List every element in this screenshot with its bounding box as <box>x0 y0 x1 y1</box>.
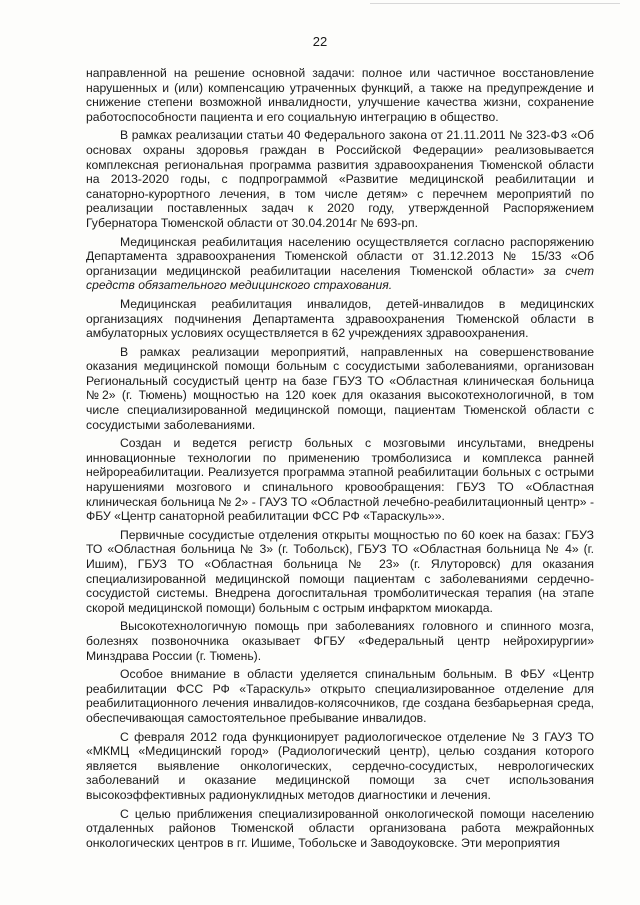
paragraph-medical-rehabilitation-order: Медицинская реабилитация населению осуществляется согласно распоряжению Департамента здравоохранения Тюменской области от 31.12.2013 № 15/33 «Об организации медицинской реабилитации населения Тюменской области» за счет средств обязательного медицинского страхования. <box>86 234 595 293</box>
document-body <box>86 66 594 850</box>
paragraph-stroke-register: Создан и ведется регистр больных с мозговыми инсультами, внедрены инновационные технологии по применению тромболизиса и комплекса ранней нейрореабилитации. Реализуется программа этапной реабилитации больных с острыми нарушениями мозгового и спинального кровообращения: ГБУЗ ТО «Областная клиническая больница № 2» - ГАУЗ ТО «Областной лечебно-реабилитационный центр» - ФБУ «Центр санаторной реабилитации ФСС РФ «Тараскуль»». <box>86 436 594 524</box>
paragraph-italic-funding: за счет средств обязательного медицинского страхования. <box>86 263 595 293</box>
paragraph-radiology-department: С февраля 2012 года функционирует радиологическое отделение № 3 ГАУЗ ТО «МКМЦ «Медицинский город» (Радиологический центр), целью создания которого является выявление онкологических, сердечно-сосудистых, неврологических заболеваний и оказание медицинской помощи за счет использования высокоэффективных радионуклидных методов диагностики и лечения. <box>86 729 594 802</box>
paragraph-neurosurgery: Высокотехнологичную помощь при заболеваниях головного и спинного мозга, болезнях позвоночника оказывает ФГБУ «Федеральный центр нейрохирургии» Минздрава России (г. Тюмень). <box>86 619 594 663</box>
paragraph-federal-law: В рамках реализации статьи 40 Федерального закона от 21.11.2011 № 323-ФЗ «Об основах охраны здоровья граждан в Российской Федерации» реализовывается комплексная региональная программа развития здравоохранения Тюменской области на 2013-2020 годы, с подпрограммой «Развитие медицинской реабилитации и санаторно-курортного лечения, в том числе детям» с перечнем мероприятий по реализации поставленных задач к 2020 году, утвержденной Распоряжением Губернатора Тюменской области от 30.04.2014г № 693-рп. <box>86 128 594 230</box>
paragraph-primary-vascular-units: Первичные сосудистые отделения открыты мощностью по 60 коек на базах: ГБУЗ ТО «Областная больница № 3» (г. Тобольск), ГБУЗ ТО «Областная больница № 4» (г. Ишим), ГБУЗ ТО «Областная больница № 23» (г. Ялуторовск) для оказания специализированной медицинской помощи пациентам с заболеваниями сердечно-сосудистой системы. Внедрена догоспитальная тромболитическая терапия (на этапе скорой медицинской помощи) больным с острым инфарктом миокарда. <box>86 527 594 615</box>
page-number: 22 <box>312 34 328 49</box>
paragraph-disabled-rehabilitation: Медицинская реабилитация инвалидов, детей-инвалидов в медицинских организациях подчинения Департамента здравоохранения Тюменской области в амбулаторных условиях осуществляется в 62 учреждениях здравоохранения. <box>86 296 594 341</box>
paragraph-intro-continuation: направленной на решение основной задачи: полное или частичное восстановление нарушенных и (или) компенсацию утраченных функций, а также на предупреждение и снижение степени возможной инвалидности, улучшение качества жизни, сохранение работоспособности пациента и его социальную интеграцию в общество. <box>86 66 594 124</box>
paragraph-oncology-centers: С целью приближения специализированной онкологической помощи населению отдаленных районов Тюменской области организована работа межрайонных онкологических центров в гг. Ишиме, Тобольске и Заводоуковске. Эти мероприятия <box>86 806 594 850</box>
paragraph-spinal-patients: Особое внимание в области уделяется спинальным больным. В ФБУ «Центр реабилитации ФСС РФ «Тараскуль» открыто специализированное отделение для реабилитационного лечения инвалидов-колясочников, где создана безбарьерная среда, обеспечивающая самостоятельное пребывание инвалидов. <box>86 667 594 725</box>
scan-edge-line <box>370 3 620 4</box>
paragraph-vascular-center: В рамках реализации мероприятий, направленных на совершенствование оказания медицинской помощи больным с сосудистыми заболеваниями, организован Региональный сосудистый центр на базе ГБУЗ ТО «Областная клиническая больница №2» (г. Тюмень) мощностью на 120 коек для оказания высокотехнологичной, в том числе специализированной медицинской помощи, пациентам Тюменской области с сосудистыми заболеваниями. <box>86 344 594 432</box>
